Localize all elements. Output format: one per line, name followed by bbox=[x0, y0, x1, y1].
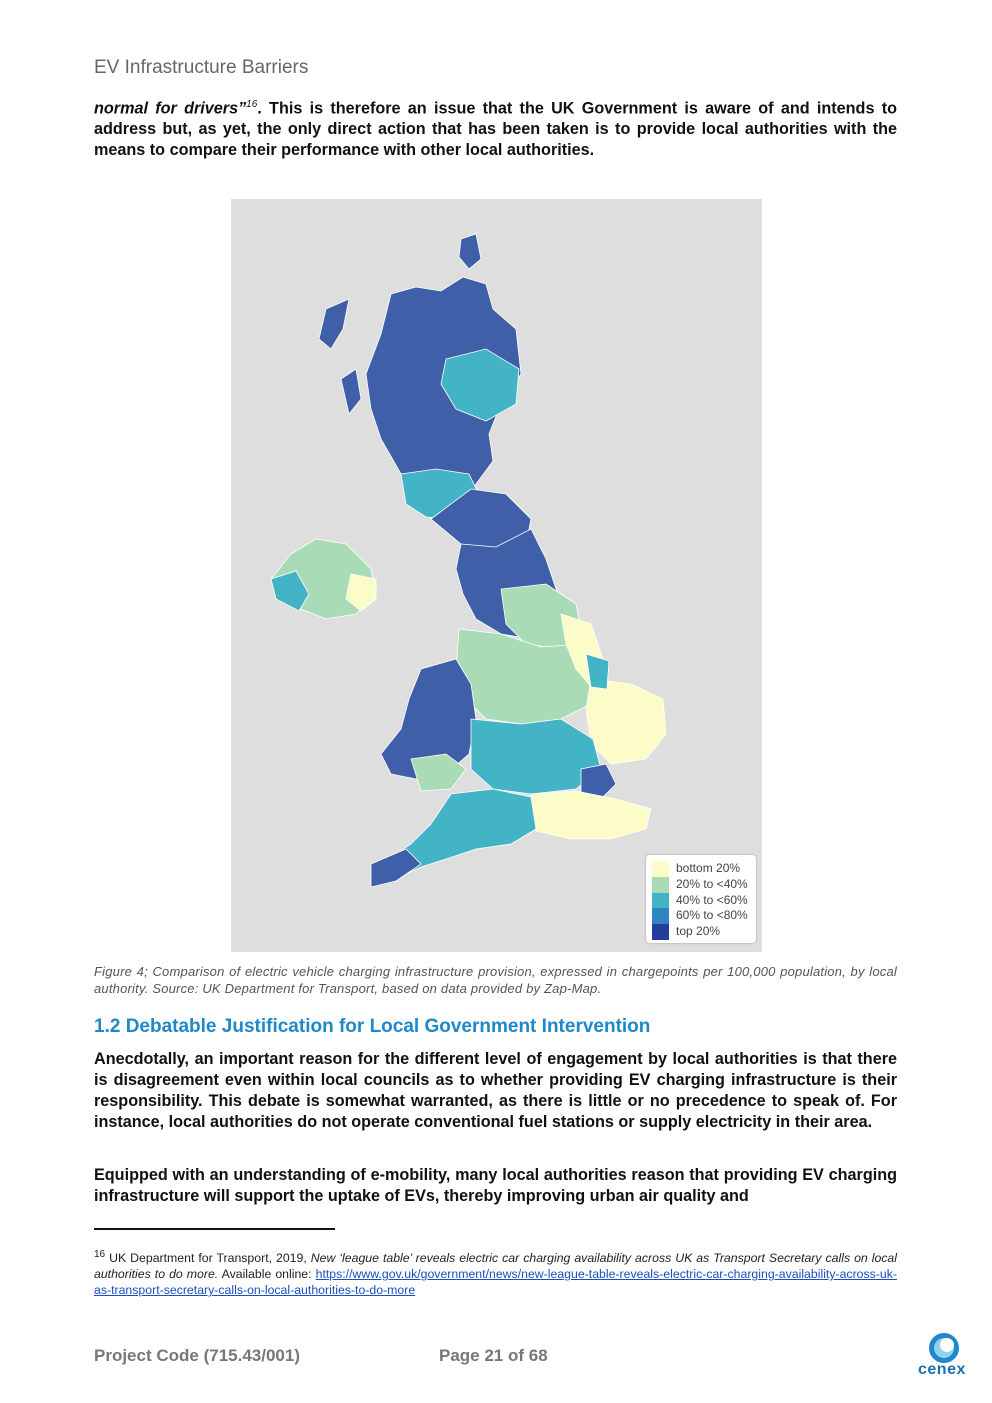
legend-swatch bbox=[652, 908, 669, 924]
project-code: Project Code (715.43/001) bbox=[94, 1346, 300, 1365]
intro-italic: normal for drivers” bbox=[94, 99, 247, 118]
map-region-highland-west bbox=[319, 299, 349, 349]
map-region-orkney bbox=[459, 234, 481, 269]
legend-label: 60% to <80% bbox=[676, 908, 748, 922]
footnote-number: 16 bbox=[94, 1249, 106, 1260]
footnote-text-2: Available online: bbox=[218, 1267, 316, 1282]
intro-text: . This is therefore an issue that the UK Government is aware of and intends to address but, as yet, the only direct action that has been taken is to provide local authorities with the means to compare their performance with other local authorities. bbox=[94, 99, 897, 160]
intro-paragraph bbox=[94, 94, 897, 161]
footnote-link[interactable]: https://www.gov.uk/government/news/new-league-table-reveals-electric-car-charging-availability-across-uk-as-transport-secretary-calls-on-local-authorities-to-do-more bbox=[94, 1267, 897, 1298]
map-legend bbox=[646, 855, 756, 943]
footnote-title: New ‘league table’ reveals electric car charging availability across UK as Transport Secretary calls on local authorities to do more. bbox=[94, 1251, 898, 1282]
legend-label: 20% to <40% bbox=[676, 877, 748, 891]
legend-label: 40% to <60% bbox=[676, 893, 748, 907]
page-number: Page 21 of 68 bbox=[439, 1346, 548, 1365]
legend-swatch bbox=[652, 861, 669, 877]
footnote-ref[interactable]: 16 bbox=[246, 99, 258, 110]
footnote-text-1: UK Department for Transport, 2019, bbox=[105, 1251, 311, 1266]
legend-swatch bbox=[652, 877, 669, 893]
footnote bbox=[94, 1247, 897, 1298]
section-paragraph-1: Anecdotally, an important reason for the different level of engagement by local authorities is that there is disagreement even within local councils as to whether providing EV charging infrastructure is their responsibility. This debate is somewhat warranted, as there is little or no precedence to speak of. For instance, local authorities do not operate conventional fuel stations or supply electricity in their area. bbox=[94, 1050, 897, 1131]
section-paragraph-2: Equipped with an understanding of e-mobility, many local authorities reason that providing EV charging infrastructure will support the uptake of EVs, thereby improving urban air quality and bbox=[94, 1166, 897, 1205]
legend-swatch bbox=[652, 893, 669, 909]
legend-label: bottom 20% bbox=[676, 861, 741, 875]
legend-label: top 20% bbox=[676, 924, 721, 938]
footnote-rule bbox=[94, 1228, 335, 1230]
map-region-south-east bbox=[531, 791, 651, 839]
section-heading: 1.2 Debatable Justification for Local Government Intervention bbox=[94, 1016, 651, 1037]
legend-swatch bbox=[652, 924, 669, 940]
map-region-east-anglia bbox=[586, 679, 666, 764]
header-title: EV Infrastructure Barriers bbox=[94, 57, 309, 78]
uk-map-figure bbox=[231, 199, 762, 952]
map-region-islands bbox=[341, 369, 361, 414]
cenex-logo bbox=[914, 1330, 974, 1382]
logo-text: cenex bbox=[918, 1361, 966, 1378]
uk-map bbox=[231, 199, 762, 952]
figure-caption: Figure 4; Comparison of electric vehicle charging infrastructure provision, expressed in chargepoints per 100,000 population, by local authority. Source: UK Department for Transport, based on data provided by Zap-Map. bbox=[94, 964, 897, 996]
